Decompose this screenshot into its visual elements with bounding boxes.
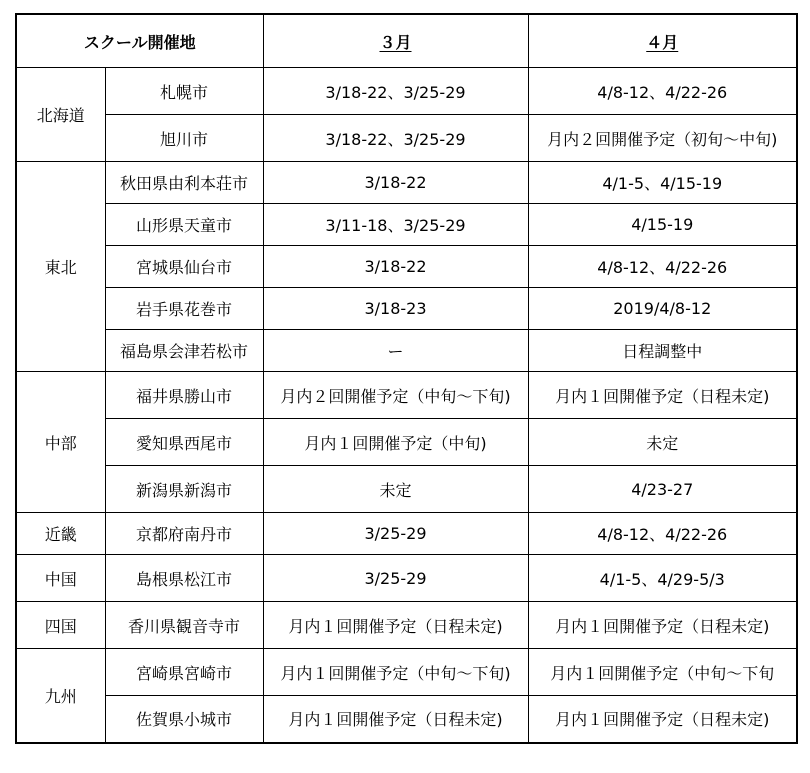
region-cell: 中国 (16, 555, 105, 602)
region-cell: 四国 (16, 602, 105, 649)
april-cell: 4/23-27 (528, 466, 797, 513)
march-cell: ー (263, 330, 528, 372)
city-cell: 愛知県西尾市 (105, 419, 263, 466)
april-cell: 月内１回開催予定（日程未定) (528, 602, 797, 649)
header-location: スクール開催地 (16, 14, 263, 68)
march-cell: 月内２回開催予定（中旬〜下旬) (263, 372, 528, 419)
city-cell: 新潟県新潟市 (105, 466, 263, 513)
march-cell: 3/25-29 (263, 555, 528, 602)
region-cell: 北海道 (16, 68, 105, 162)
march-cell: 3/25-29 (263, 513, 528, 555)
april-cell: 日程調整中 (528, 330, 797, 372)
march-cell: 3/18-22 (263, 246, 528, 288)
table-row (16, 372, 797, 419)
april-cell: 月内２回開催予定（初旬〜中旬) (528, 115, 797, 162)
march-cell: 未定 (263, 466, 528, 513)
header-march: ３月 (263, 14, 528, 68)
march-cell: 月内１回開催予定（日程未定) (263, 602, 528, 649)
school-schedule-table (15, 13, 798, 744)
table-row (16, 68, 797, 115)
april-cell: 4/15-19 (528, 204, 797, 246)
city-cell: 札幌市 (105, 68, 263, 115)
march-cell: 3/11-18、3/25-29 (263, 204, 528, 246)
city-cell: 山形県天童市 (105, 204, 263, 246)
city-cell: 宮崎県宮崎市 (105, 649, 263, 696)
table-row (16, 330, 797, 372)
table-row (16, 513, 797, 555)
april-cell: 月内１回開催予定（日程未定) (528, 696, 797, 743)
april-cell: 4/1-5、4/15-19 (528, 162, 797, 204)
table-row (16, 288, 797, 330)
region-cell: 近畿 (16, 513, 105, 555)
march-cell: 月内１回開催予定（中旬) (263, 419, 528, 466)
city-cell: 宮城県仙台市 (105, 246, 263, 288)
header-row (16, 14, 797, 68)
region-cell: 東北 (16, 162, 105, 372)
city-cell: 島根県松江市 (105, 555, 263, 602)
city-cell: 佐賀県小城市 (105, 696, 263, 743)
april-cell: 月内１回開催予定（中旬〜下旬 (528, 649, 797, 696)
city-cell: 香川県観音寺市 (105, 602, 263, 649)
city-cell: 旭川市 (105, 115, 263, 162)
table-row (16, 649, 797, 696)
march-cell: 3/18-22、3/25-29 (263, 115, 528, 162)
march-cell: 月内１回開催予定（日程未定) (263, 696, 528, 743)
april-cell: 4/8-12、4/22-26 (528, 513, 797, 555)
city-cell: 福井県勝山市 (105, 372, 263, 419)
march-cell: 3/18-23 (263, 288, 528, 330)
city-cell: 岩手県花巻市 (105, 288, 263, 330)
table-row (16, 204, 797, 246)
region-cell: 中部 (16, 372, 105, 513)
header-april: ４月 (528, 14, 797, 68)
table-row (16, 466, 797, 513)
april-cell: 2019/4/8-12 (528, 288, 797, 330)
table-row (16, 246, 797, 288)
table-row (16, 419, 797, 466)
april-cell: 4/8-12、4/22-26 (528, 246, 797, 288)
table-row (16, 162, 797, 204)
region-cell: 九州 (16, 649, 105, 743)
table-row (16, 555, 797, 602)
table-row (16, 602, 797, 649)
march-cell: 3/18-22 (263, 162, 528, 204)
schedule-body (16, 68, 797, 743)
city-cell: 秋田県由利本荘市 (105, 162, 263, 204)
march-cell: 3/18-22、3/25-29 (263, 68, 528, 115)
city-cell: 京都府南丹市 (105, 513, 263, 555)
april-cell: 未定 (528, 419, 797, 466)
table-row (16, 115, 797, 162)
april-cell: 4/1-5、4/29-5/3 (528, 555, 797, 602)
march-cell: 月内１回開催予定（中旬〜下旬) (263, 649, 528, 696)
table-row (16, 696, 797, 743)
city-cell: 福島県会津若松市 (105, 330, 263, 372)
april-cell: 4/8-12、4/22-26 (528, 68, 797, 115)
april-cell: 月内１回開催予定（日程未定) (528, 372, 797, 419)
